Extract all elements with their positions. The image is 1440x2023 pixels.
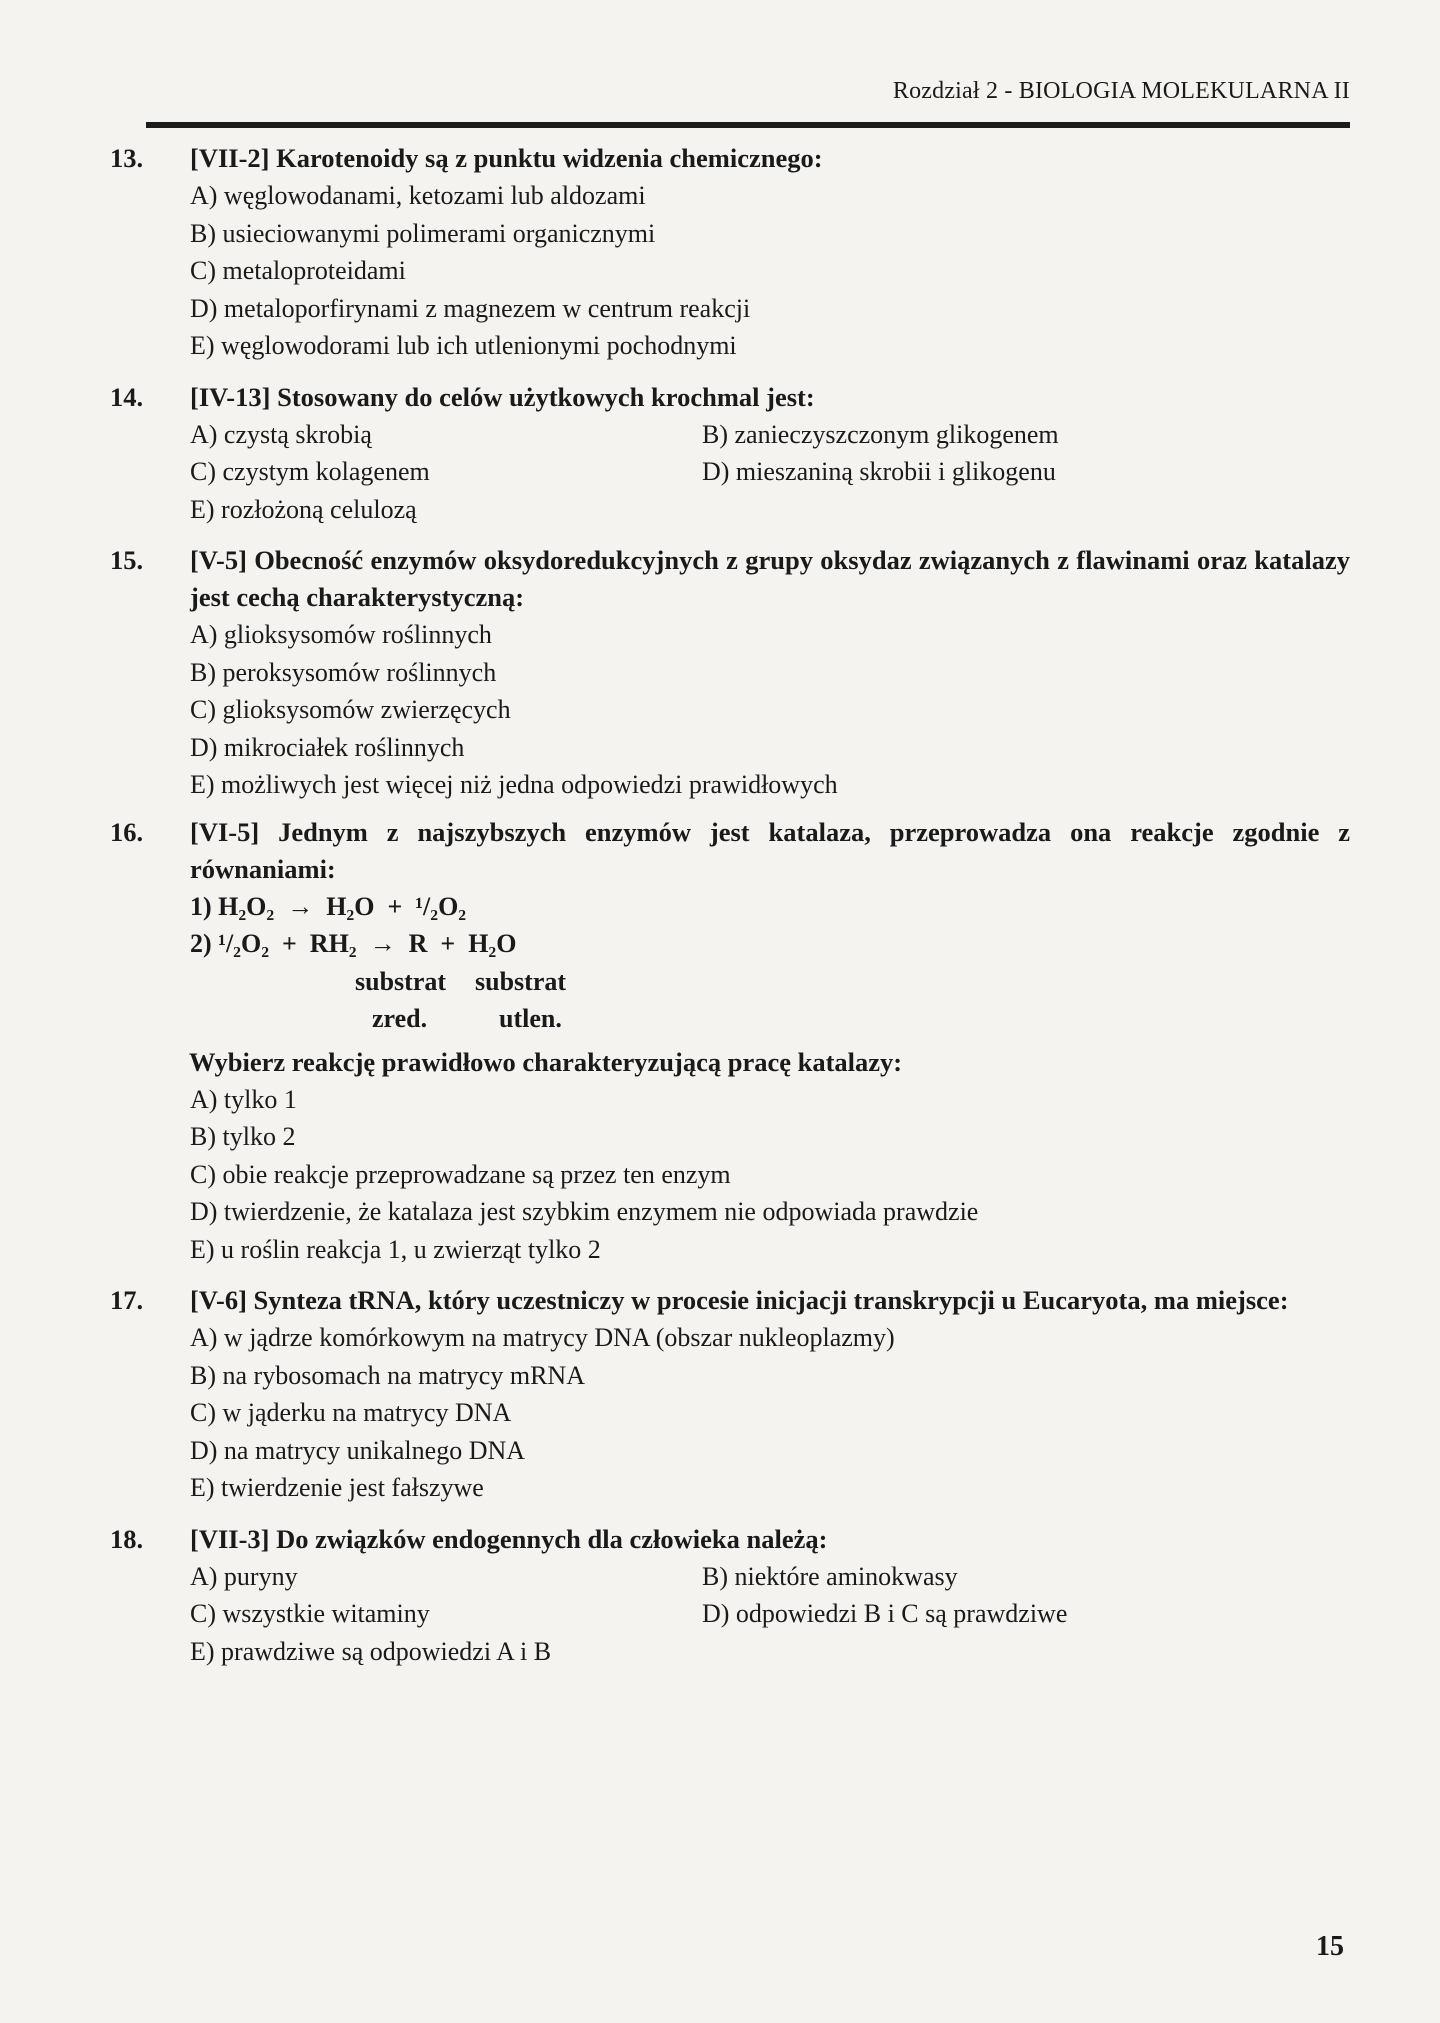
answer-option: D) metaloporfirynami z magnezem w centrum reakcji: [190, 293, 751, 323]
question-number: 17.: [110, 1285, 144, 1315]
answer-option: B) usieciowanymi polimerami organicznymi: [190, 218, 656, 248]
answer-option: E) u roślin reakcja 1, u zwierząt tylko 2: [190, 1234, 601, 1264]
zred-label: zred.: [372, 1004, 428, 1033]
answer-option: D) mieszaniną skrobii i glikogenu: [702, 457, 1056, 486]
answer-option: D) twierdzenie, że katalaza jest szybkim enzymem nie odpowiada prawdzie: [190, 1197, 979, 1226]
question-16-prompt: Wybierz reakcję prawidłowo charakteryzującą pracę katalazy:: [189, 1046, 903, 1077]
question-16: [110, 814, 1350, 1269]
question-text: [V-5] Obecność enzymów oksydoredukcyjnych z grupy oksydaz związanych z flawinami oraz katalazy jest cechą charakterystyczną:: [190, 545, 1350, 612]
question-number: 15.: [110, 545, 144, 575]
answer-option: B) zanieczyszczonym glikogenem: [702, 419, 1059, 449]
question-text: [VII-3] Do związków endogennych dla człowieka należą:: [190, 1523, 828, 1554]
answer-option: A) tylko 1: [190, 1084, 297, 1114]
answer-option: A) w jądrze komórkowym na matrycy DNA (obszar nukleoplazmy): [190, 1323, 895, 1352]
answer-grid: [150, 416, 1350, 529]
question-14: [110, 379, 1350, 529]
answer-option: E) twierdzenie jest fałszywe: [190, 1473, 484, 1502]
question-text: [VI-5] Jednym z najszybszych enzymów jest katalaza, przeprowadza ona reakcje zgodnie z równaniami:: [190, 816, 1350, 884]
answer-option: B) tylko 2: [190, 1122, 296, 1151]
answer-option: C) czystym kolagenem: [190, 457, 430, 486]
question-17-title: [110, 1282, 1350, 1319]
page-number: 15: [1316, 1931, 1344, 1962]
questions-container: [110, 140, 1350, 1680]
answer-option: C) obie reakcje przeprowadzane są przez ten enzym: [190, 1159, 731, 1189]
substrat-label: substrat: [355, 966, 447, 996]
answer-option: A) węglowodanami, ketozami lub aldozami: [190, 181, 646, 210]
utlen-label: utlen.: [499, 1004, 562, 1033]
answer-option: A) glioksysomów roślinnych: [190, 620, 492, 649]
answer-option: C) w jąderku na matrycy DNA: [190, 1398, 512, 1427]
question-number: 14.: [110, 381, 144, 412]
substrat-label: substrat: [475, 966, 567, 996]
question-16-title: [110, 814, 1350, 888]
header-rule: [146, 122, 1350, 128]
reaction-equation-1: 1) H₂O₂ → H₂O + ¹/₂O₂: [190, 891, 467, 921]
question-18-title: [110, 1521, 1350, 1558]
question-18: [110, 1521, 1350, 1671]
question-text: [VII-2] Karotenoidy są z punktu widzenia chemicznego:: [190, 143, 823, 173]
answer-option: C) glioksysomów zwierzęcych: [190, 695, 511, 724]
question-13-title: [110, 140, 1350, 177]
answer-option: E) możliwych jest więcej niż jedna odpowiedzi prawidłowych: [190, 770, 838, 799]
answer-option: E) prawdziwe są odpowiedzi A i B: [190, 1636, 552, 1666]
equation-labels-row-2: [150, 1000, 1350, 1038]
question-17: [110, 1282, 1350, 1507]
question-15-title: [110, 542, 1350, 616]
running-header: Rozdział 2 - BIOLOGIA MOLEKULARNA II: [892, 78, 1350, 104]
question-13: [110, 140, 1350, 365]
answer-option: E) węglowodorami lub ich utlenionymi pochodnymi: [190, 331, 737, 360]
question-number: 16.: [110, 816, 144, 847]
answer-option: C) metaloproteidami: [190, 256, 406, 285]
question-15: [110, 542, 1350, 804]
question-text: [IV-13] Stosowany do celów użytkowych krochmal jest:: [190, 381, 815, 412]
answer-option: E) rozłożoną celulozą: [190, 494, 417, 524]
question-number: 13.: [110, 143, 144, 173]
equation-labels-row-1: [150, 963, 1350, 1001]
answer-grid: [150, 1558, 1350, 1671]
answer-option: A) czystą skrobią: [190, 419, 372, 449]
answer-option: C) wszystkie witaminy: [190, 1599, 430, 1628]
answer-option: B) niektóre aminokwasy: [702, 1561, 958, 1591]
answer-option: D) mikrociałek roślinnych: [190, 732, 465, 762]
answer-option: B) na rybosomach na matrycy mRNA: [190, 1360, 585, 1390]
question-14-title: [110, 379, 1350, 416]
answer-option: D) na matrycy unikalnego DNA: [190, 1435, 526, 1465]
answer-option: A) puryny: [190, 1561, 298, 1591]
answer-option: D) odpowiedzi B i C są prawdziwe: [702, 1599, 1068, 1628]
question-number: 18.: [110, 1523, 144, 1554]
answer-option: B) peroksysomów roślinnych: [190, 657, 497, 687]
question-text: [V-6] Synteza tRNA, który uczestniczy w procesie inicjacji transkrypcji u Eucaryota, ma miejsce:: [190, 1285, 1289, 1315]
reaction-equation-2: 2) ¹/₂O₂ + RH₂ → R + H₂O: [190, 929, 517, 958]
